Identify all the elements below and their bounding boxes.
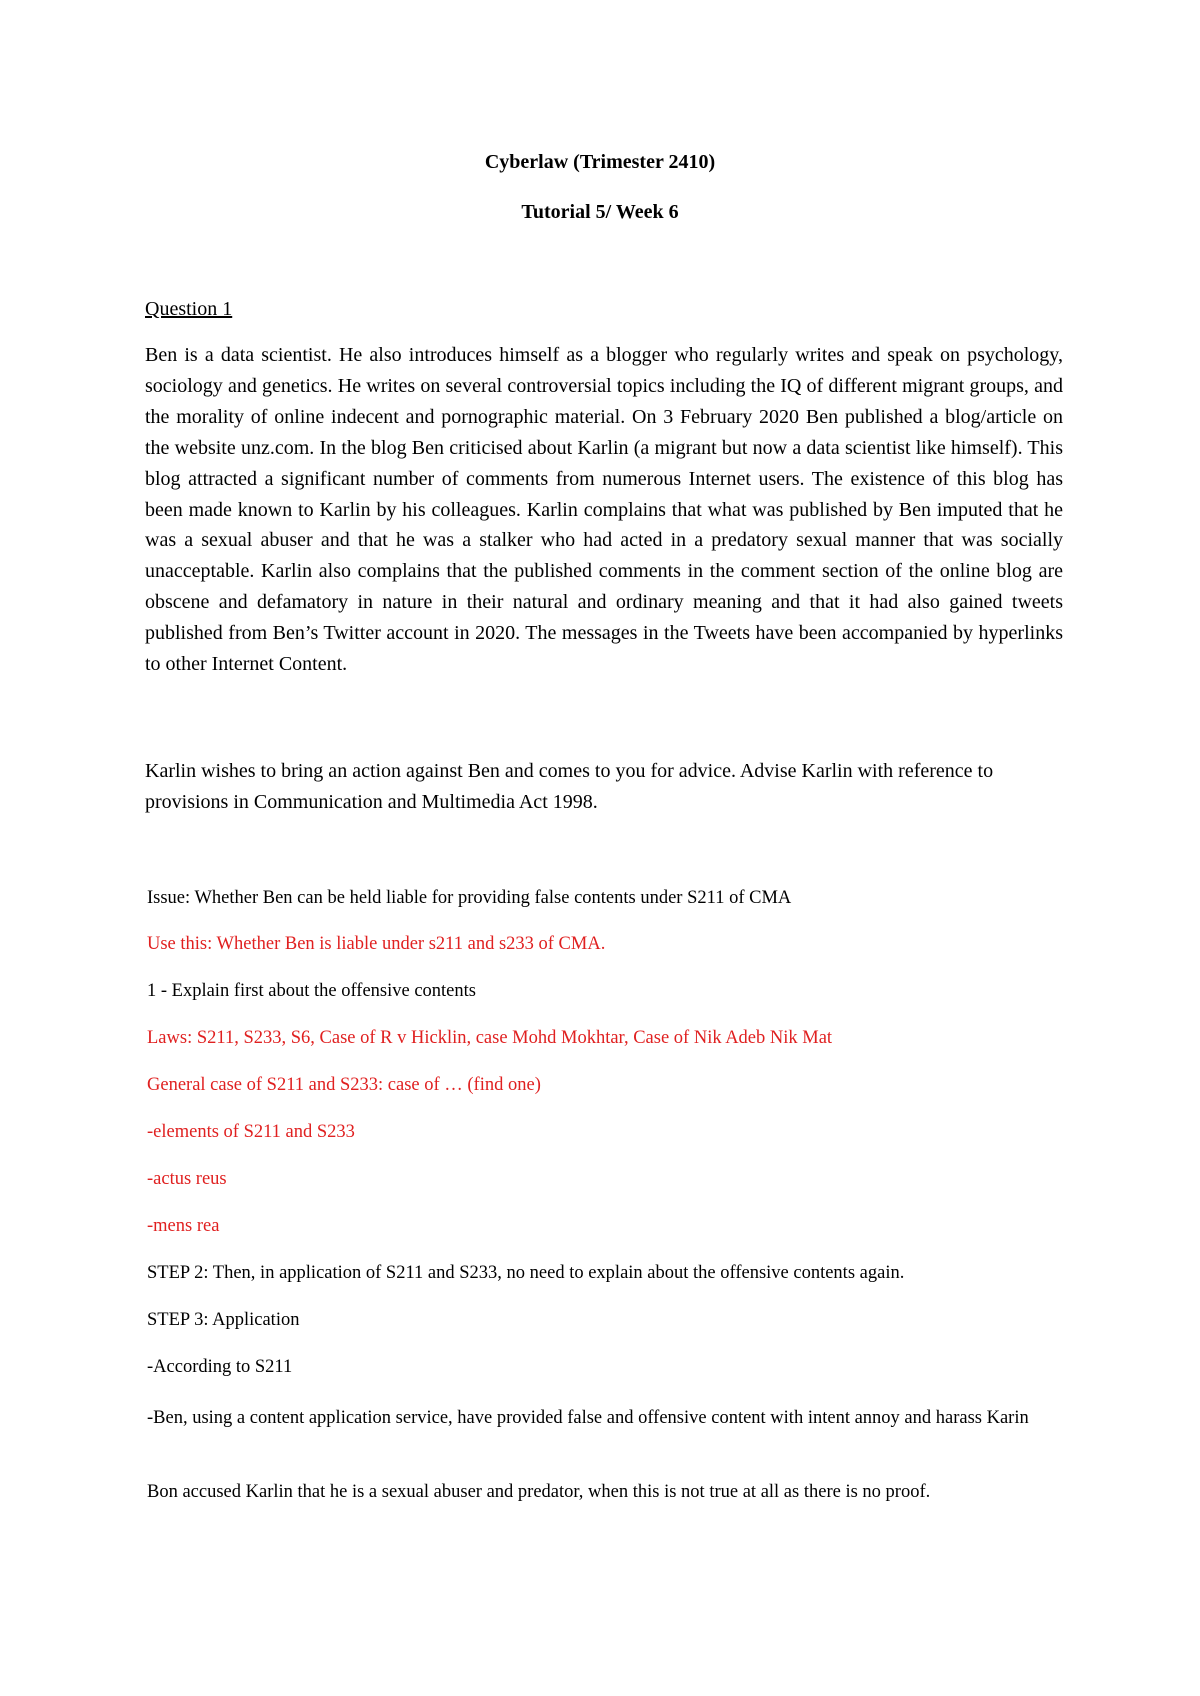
step-one-note: 1 - Explain first about the offensive contents — [147, 981, 476, 1001]
actus-reus-note: -actus reus — [147, 1169, 227, 1189]
question-paragraph: Karlin wishes to bring an action against Ben and comes to you for advice. Advise Karlin with reference to provisions in Communication and Multimedia Act 1998. — [145, 760, 994, 813]
question-paragraph: Ben is a data scientist. He also introduces himself as a blogger who regularly writes and speak on psychology, sociology and genetics. He writes on several controversial topics including the IQ of different migrant groups, and the morality of online indecent and pornographic material. On 3 February 2020 Ben published a blog/article on the website unz.com. In the blog Ben criticised about Karlin (a migrant but now a data scientist like himself). This blog attracted a significant number of comments from numerous Internet users. The existence of this blog has been made known to Karlin by his colleagues. Karlin complains that what was published by Ben imputed that he was a sexual abuser and that he was a stalker who had acted in a predatory sexual manner that was socially unacceptable. Karlin also complains that the published comments in the comment section of the online blog are obscene and defamatory in nature in their natural and ordinary meaning and that it had also gained tweets published from Ben’s Twitter account in 2020. The messages in the Tweets have been accompanied by hyperlinks to other Internet Content. — [145, 344, 1063, 676]
elements-note: -elements of S211 and S233 — [147, 1122, 355, 1142]
question-label: Question 1 — [145, 298, 233, 320]
ben-using-note: -Ben, using a content application service, have provided false and offensive content with intent annoy and harass Karin — [147, 1408, 1029, 1428]
document-title: Cyberlaw (Trimester 2410) — [484, 151, 716, 173]
laws-note: Laws: S211, S233, S6, Case of R v Hicklin, case Mohd Mokhtar, Case of Nik Adeb Nik Mat — [147, 1028, 833, 1048]
according-note: -According to S211 — [147, 1357, 293, 1377]
use-this-note: Use this: Whether Ben is liable under s211 and s233 of CMA. — [147, 934, 606, 954]
issue-statement: Issue: Whether Ben can be held liable for providing false contents under S211 of CMA — [147, 888, 792, 908]
step-three-note: STEP 3: Application — [147, 1310, 300, 1330]
bon-accused-note: Bon accused Karlin that he is a sexual abuser and predator, when this is not true at all as there is no proof. — [147, 1482, 931, 1502]
step-two-note: STEP 2: Then, in application of S211 and S233, no need to explain about the offensive contents again. — [147, 1263, 905, 1283]
document-subtitle: Tutorial 5/ Week 6 — [521, 201, 679, 223]
mens-rea-note: -mens rea — [147, 1216, 220, 1236]
general-case-note: General case of S211 and S233: case of … (find one) — [147, 1075, 541, 1095]
